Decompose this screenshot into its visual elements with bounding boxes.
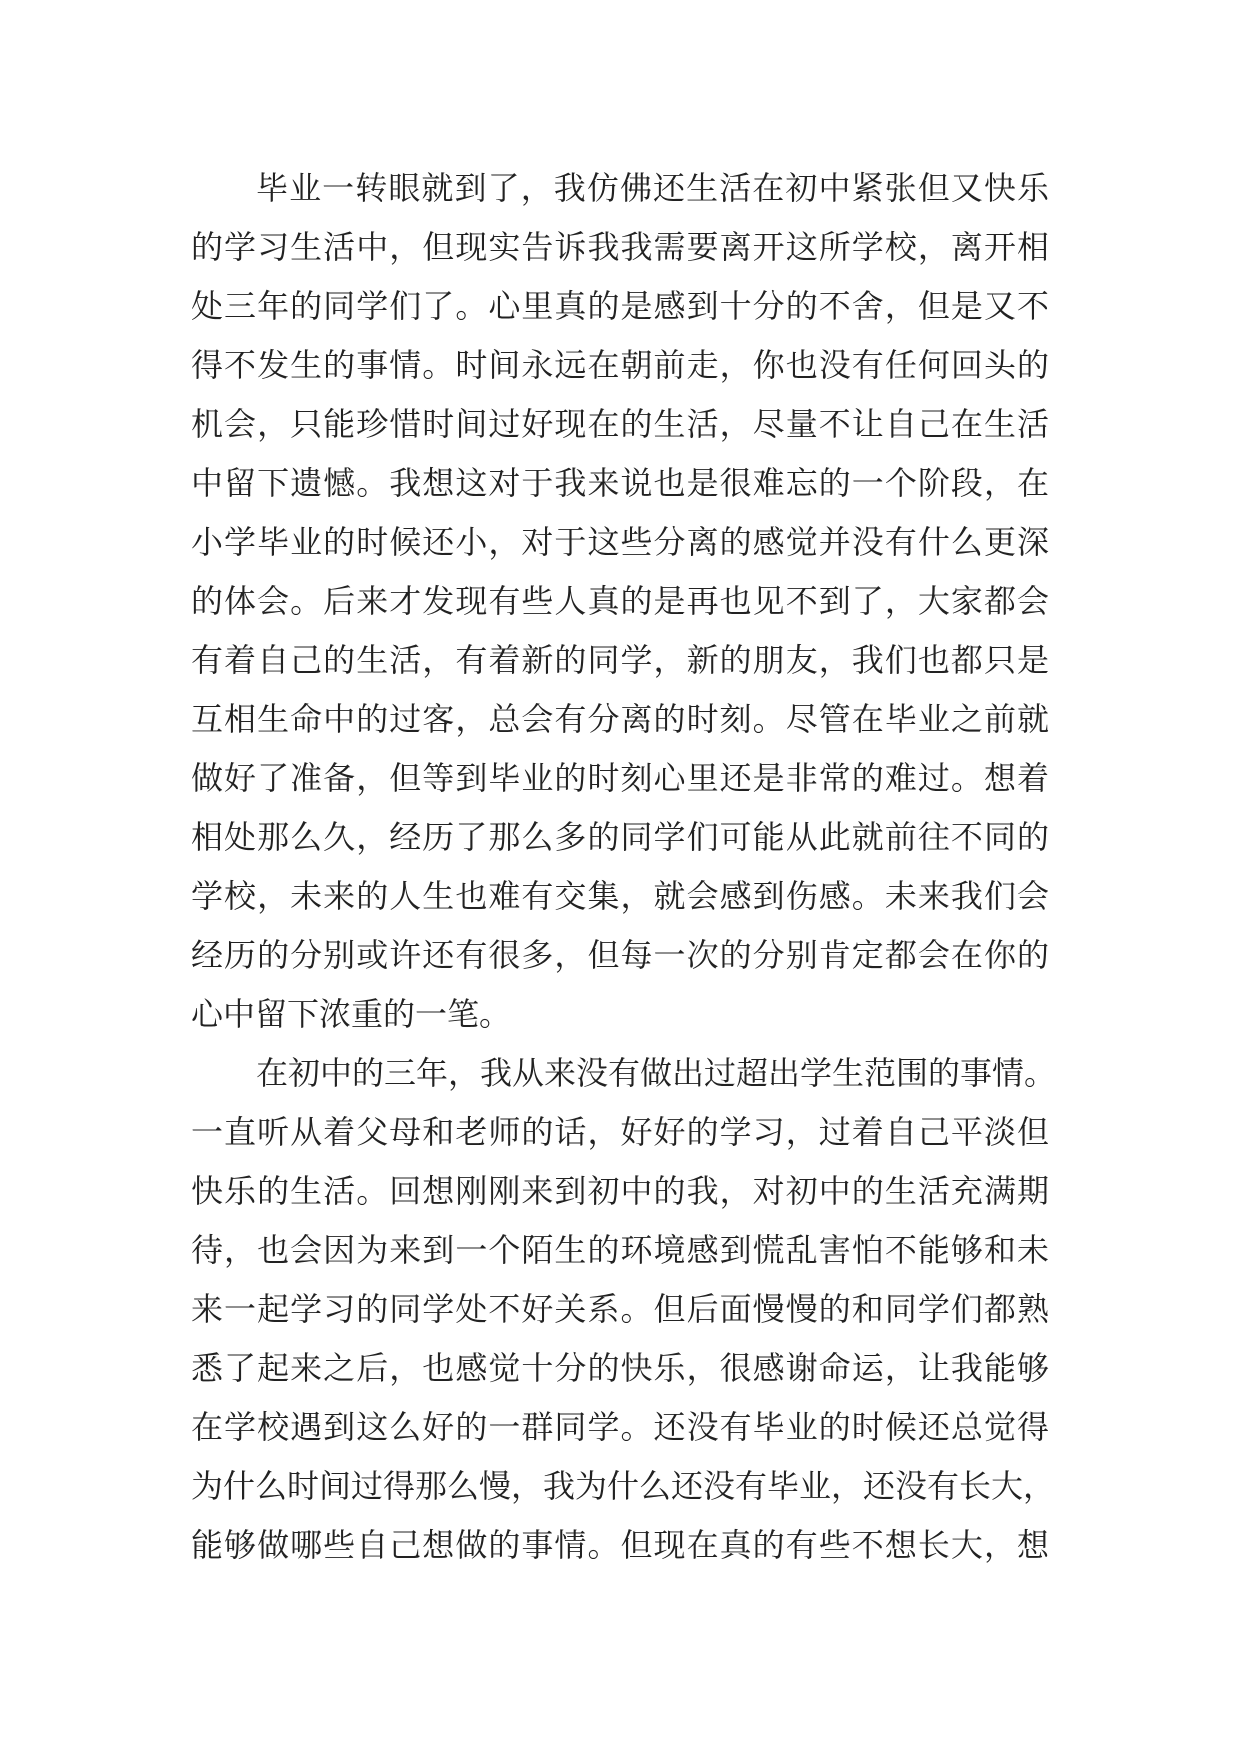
text-line: 机会，只能珍惜时间过好现在的生活，尽量不让自己在生活 — [191, 405, 1049, 443]
text-line: 的体会。后来才发现有些人真的是再也见不到了，大家都会 — [191, 582, 1049, 620]
text-line: 待，也会因为来到一个陌生的环境感到慌乱害怕不能够和未 — [191, 1231, 1049, 1269]
text-line: 在学校遇到这么好的一群同学。还没有毕业的时候还总觉得 — [191, 1408, 1049, 1446]
text-line: 学校，未来的人生也难有交集，就会感到伤感。未来我们会 — [191, 877, 1049, 915]
text-line: 心中留下浓重的一笔。 — [191, 995, 512, 1033]
text-line: 得不发生的事情。时间永远在朝前走，你也没有任何回头的 — [191, 346, 1049, 384]
text-line: 的学习生活中，但现实告诉我我需要离开这所学校，离开相 — [191, 228, 1049, 266]
text-line: 中留下遗憾。我想这对于我来说也是很难忘的一个阶段，在 — [191, 464, 1049, 502]
text-line: 处三年的同学们了。心里真的是感到十分的不舍，但是又不 — [191, 287, 1049, 325]
text-line: 快乐的生活。回想刚刚来到初中的我，对初中的生活充满期 — [191, 1172, 1049, 1210]
text-line: 在初中的三年，我从来没有做出过超出学生范围的事情。 — [256, 1054, 1057, 1092]
text-line: 经历的分别或许还有很多，但每一次的分别肯定都会在你的 — [191, 936, 1049, 974]
text-line: 悉了起来之后，也感觉十分的快乐，很感谢命运，让我能够 — [191, 1349, 1049, 1387]
text-line: 为什么时间过得那么慢，我为什么还没有毕业，还没有长大， — [191, 1467, 1056, 1505]
text-line: 小学毕业的时候还小，对于这些分离的感觉并没有什么更深 — [191, 523, 1049, 561]
text-line: 互相生命中的过客，总会有分离的时刻。尽管在毕业之前就 — [191, 700, 1049, 738]
text-line: 一直听从着父母和老师的话，好好的学习，过着自己平淡但 — [191, 1113, 1049, 1151]
text-line: 来一起学习的同学处不好关系。但后面慢慢的和同学们都熟 — [191, 1290, 1049, 1328]
text-line: 相处那么久，经历了那么多的同学们可能从此就前往不同的 — [191, 818, 1049, 856]
text-line: 有着自己的生活，有着新的同学，新的朋友，我们也都只是 — [191, 641, 1049, 679]
text-line: 毕业一转眼就到了，我仿佛还生活在初中紧张但又快乐 — [256, 169, 1049, 207]
text-line: 能够做哪些自己想做的事情。但现在真的有些不想长大，想 — [191, 1526, 1049, 1564]
text-line: 做好了准备，但等到毕业的时刻心里还是非常的难过。想着 — [191, 759, 1049, 797]
